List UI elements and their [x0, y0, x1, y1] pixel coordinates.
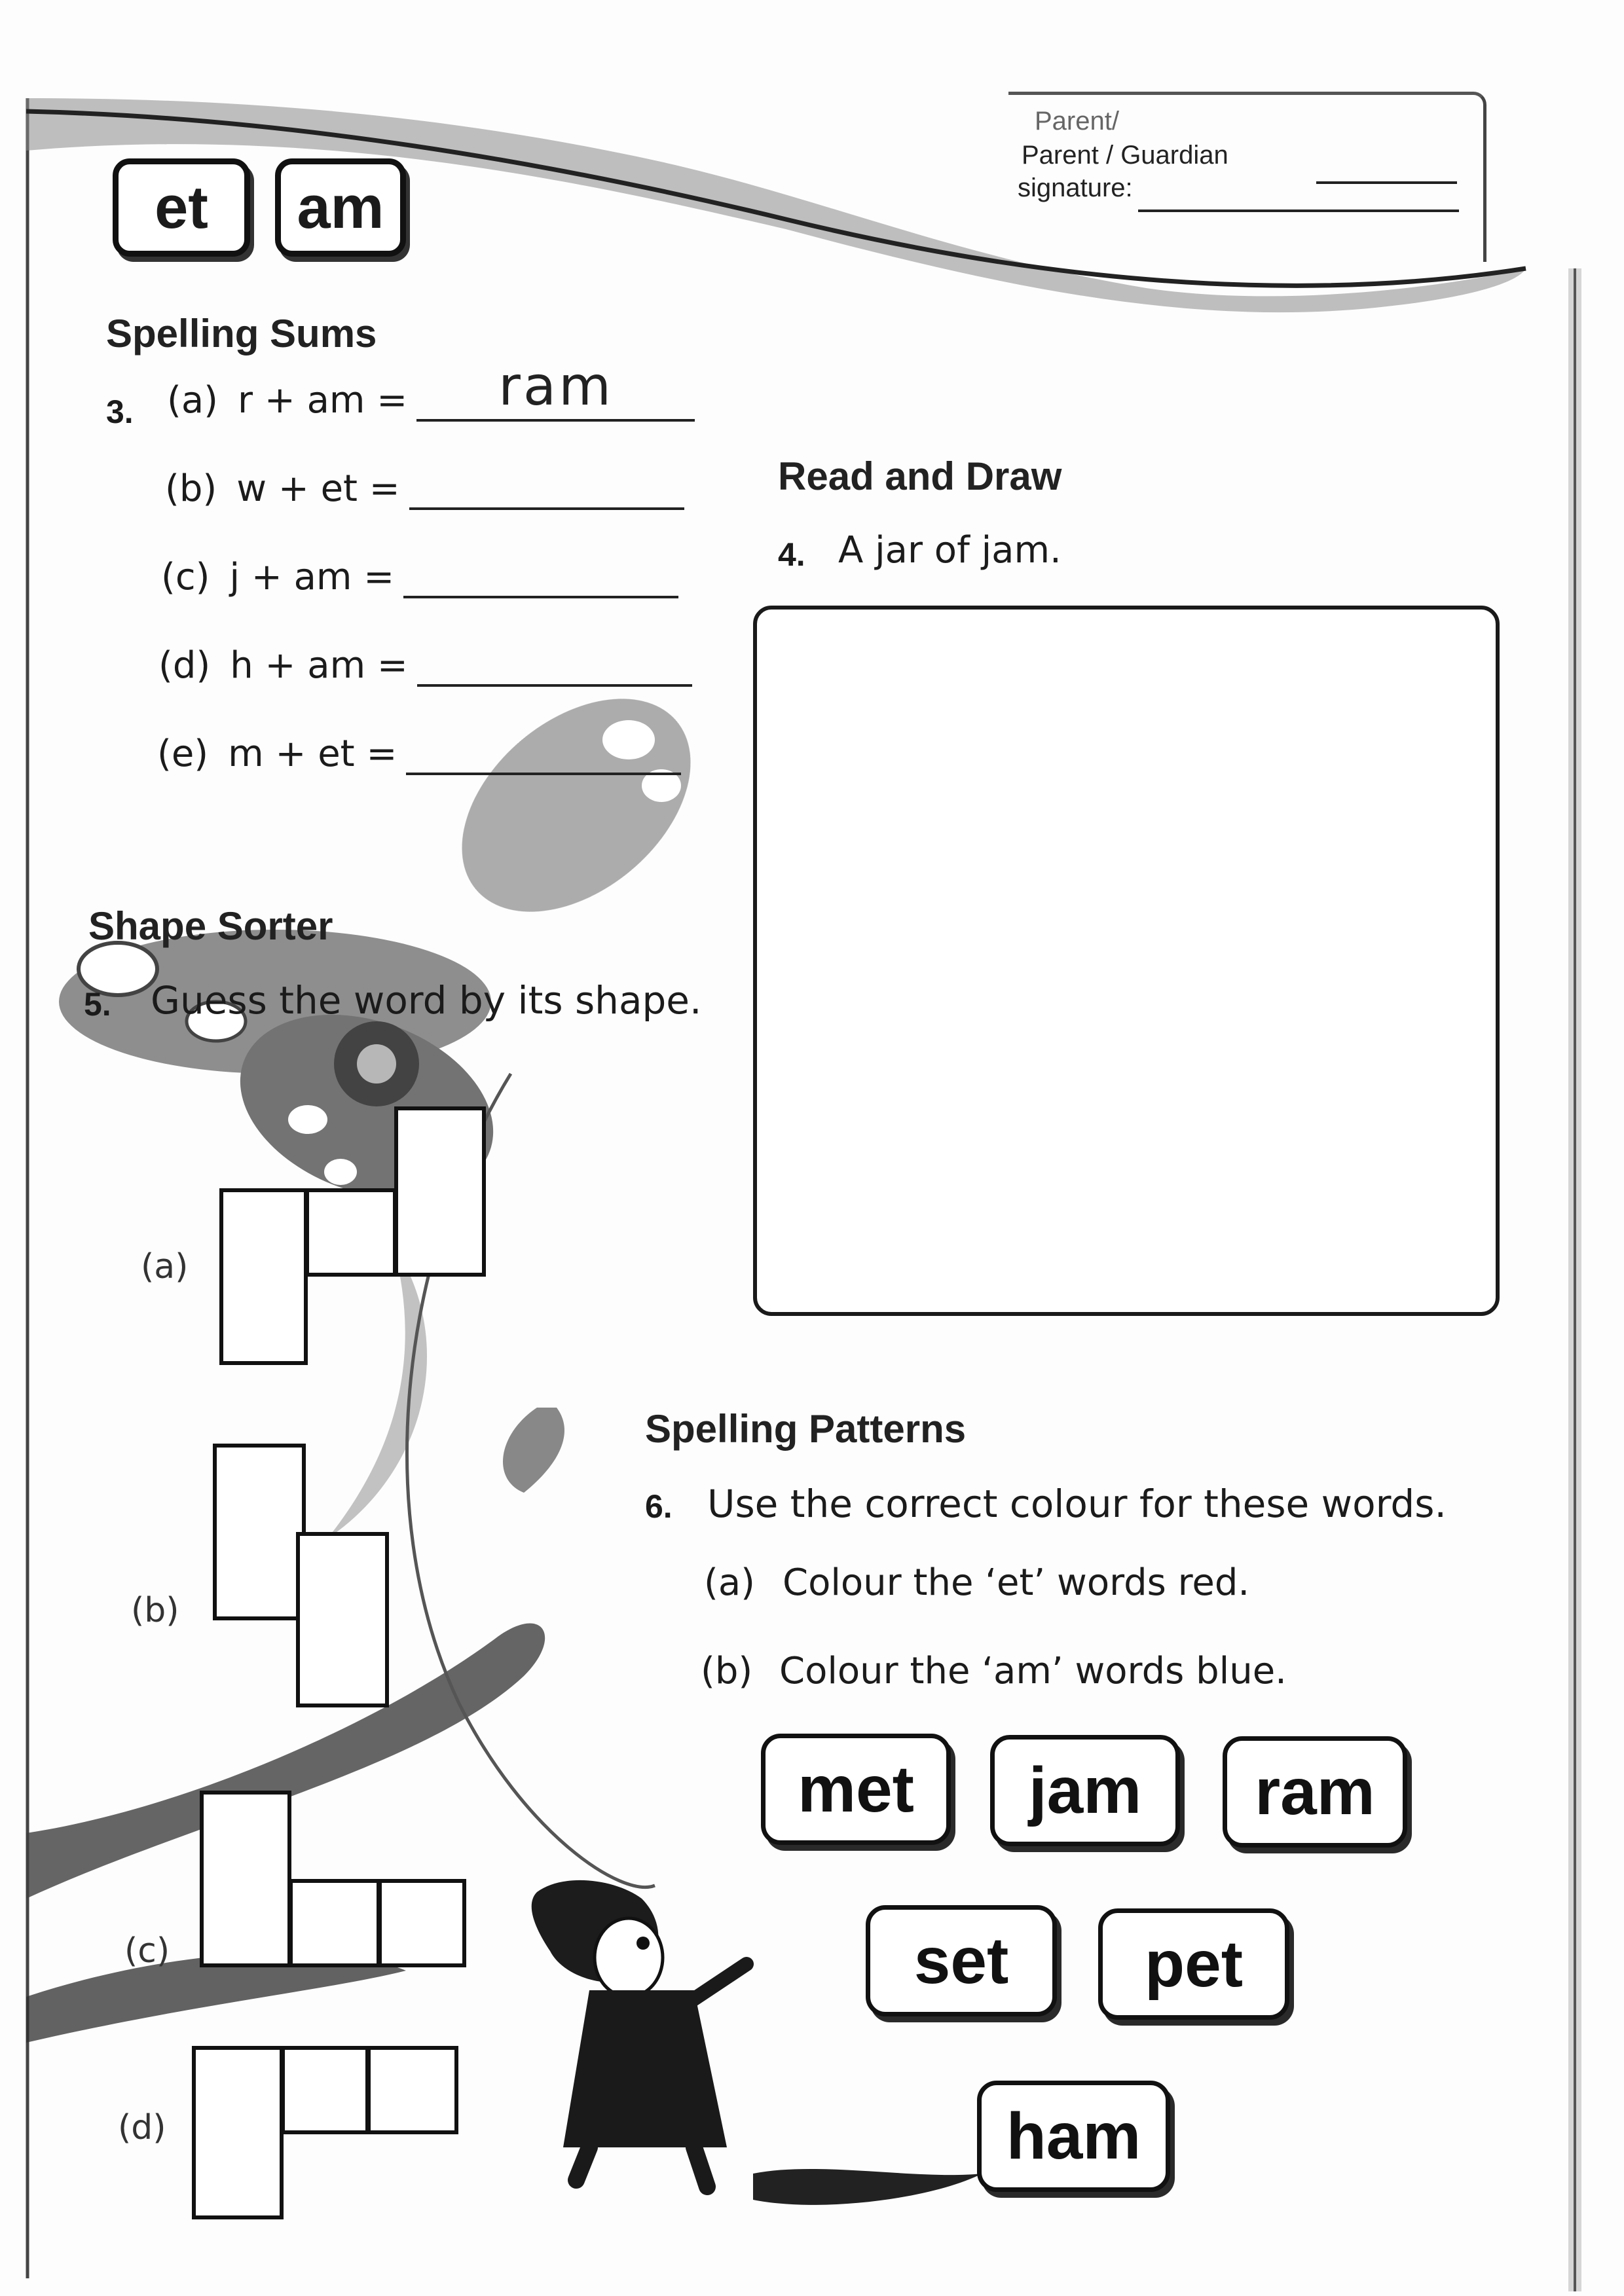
read-and-draw-title: Read and Draw — [778, 454, 1062, 498]
shape-c-box[interactable] — [378, 1879, 466, 1967]
shape-b-box[interactable] — [213, 1444, 306, 1620]
sum-row-e — [157, 727, 681, 775]
guardian-signature-line[interactable] — [1316, 181, 1457, 184]
signature-label: signature: — [1018, 173, 1133, 202]
shape-c-box[interactable] — [289, 1879, 380, 1967]
shape-sorter-title: Shape Sorter — [88, 904, 333, 948]
shape-d-box[interactable] — [367, 2046, 458, 2134]
answer-line[interactable] — [409, 462, 684, 510]
sub-question-a-label: (a) — [704, 1561, 756, 1604]
parent-label-top: Parent/ — [1035, 107, 1119, 136]
shape-b-box[interactable] — [296, 1532, 389, 1707]
drawing-box[interactable] — [753, 606, 1500, 1316]
sum-label: (e) — [157, 733, 209, 775]
shape-a-box[interactable] — [394, 1106, 486, 1277]
signature-line[interactable] — [1138, 210, 1459, 212]
sum-expression: m + et = — [228, 733, 397, 775]
sum-label: (b) — [165, 467, 217, 510]
question-5-number: 5. — [84, 986, 111, 1023]
shape-a-box[interactable] — [219, 1188, 308, 1365]
sum-label: (a) — [167, 379, 219, 422]
word-card-ram[interactable]: ram — [1223, 1736, 1407, 1848]
parent-guardian-label: Parent / Guardian — [1022, 141, 1228, 170]
word-card-pet[interactable]: pet — [1098, 1908, 1289, 2020]
sub-question-b-label: (b) — [701, 1650, 753, 1692]
sum-row-a — [167, 355, 695, 422]
sum-row-b — [165, 462, 684, 510]
tag-am: am — [275, 158, 406, 257]
word-card-set[interactable]: set — [866, 1905, 1057, 2016]
question-3-number: 3. — [106, 393, 134, 430]
sum-label: (c) — [161, 556, 210, 598]
shape-c-box[interactable] — [200, 1791, 291, 1967]
sum-expression: r + am = — [238, 379, 408, 422]
parent-signature-box — [1008, 92, 1486, 262]
word-card-ham[interactable]: ham — [977, 2081, 1170, 2192]
sum-row-c — [161, 550, 678, 598]
shape-sorter-instruction: Guess the word by its shape. — [151, 978, 702, 1023]
word-card-met[interactable]: met — [761, 1734, 951, 1845]
sub-question-a: Colour the ‘et’ words red. — [783, 1561, 1250, 1604]
sum-expression: j + am = — [229, 556, 395, 598]
answer-line[interactable] — [403, 550, 678, 598]
read-and-draw-prompt: A jar of jam. — [838, 529, 1061, 572]
question-4-number: 4. — [778, 536, 805, 573]
sum-row-d — [158, 638, 692, 687]
spelling-sums-title: Spelling Sums — [106, 312, 377, 355]
sum-expression: w + et = — [236, 467, 400, 510]
spelling-patterns-title: Spelling Patterns — [645, 1407, 967, 1451]
shape-label-a: (a) — [141, 1247, 189, 1286]
shape-d-box[interactable] — [281, 2046, 369, 2134]
answer-line[interactable] — [406, 727, 681, 775]
answer-line[interactable] — [417, 638, 692, 687]
question-6-number: 6. — [645, 1488, 673, 1525]
sum-expression: h + am = — [230, 644, 408, 687]
shape-a-box[interactable] — [305, 1188, 397, 1277]
word-card-jam[interactable]: jam — [990, 1735, 1180, 1846]
sum-label: (d) — [158, 644, 211, 687]
shape-d-box[interactable] — [192, 2046, 284, 2219]
answer-value: ram — [498, 355, 614, 418]
answer-line[interactable] — [416, 355, 695, 422]
tag-et: et — [113, 158, 250, 257]
spelling-patterns-instruction: Use the correct colour for these words. — [707, 1482, 1447, 1526]
shape-label-b: (b) — [131, 1591, 179, 1630]
sub-question-b: Colour the ‘am’ words blue. — [779, 1650, 1287, 1692]
shape-label-d: (d) — [118, 2108, 166, 2147]
shape-label-c: (c) — [124, 1931, 170, 1971]
